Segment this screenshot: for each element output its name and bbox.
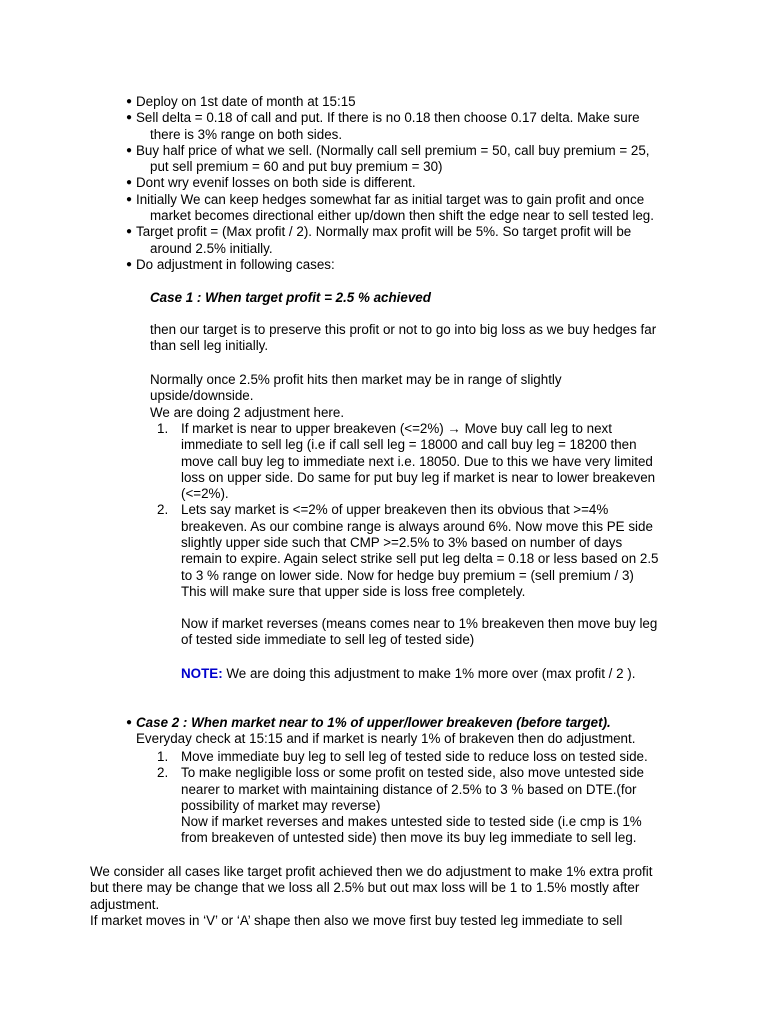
note-paragraph: NOTE: We are doing this adjustment to make 1% more over (max profit / 2 ). (181, 666, 636, 681)
case1-paragraph: then our target is to preserve this profit or not to go into big loss as we buy hedges far than sell leg initially. (150, 322, 657, 354)
case2-intro: Everyday check at 15:15 and if market is nearly 1% of brakeven then do adjustment. (136, 731, 636, 747)
rule-item: ● Do adjustment in following cases: (126, 256, 335, 272)
case1-paragraph: Normally once 2.5% profit hits then market may be in range of slightly upside/downside. We are doing 2 adjustment here. (150, 372, 562, 420)
case2-adjustment-list (157, 749, 677, 847)
rules-list (128, 94, 688, 273)
case2-title: Case 2 : When market near to 1% of upper/lower breakeven (before target). (136, 715, 611, 730)
case2-section (128, 715, 688, 748)
rule-item: ● Dont wry evenif losses on both side is different. (126, 175, 416, 191)
list-item: 2. To make negligible loss or some profit on tested side, also move untested side nearer to market with maintaining distance of 2.5% to 3 % based on DTE.(for possibility of market may reverse) Now if market reverses and makes untested side to tested side (i.e cmp is 1% from breakeven of untested side) then move its buy leg immediate to sell leg. (157, 765, 644, 846)
rule-item: ● Target profit = (Max profit / 2). Normally max profit will be 5%. So target profit will be around 2.5% initially. (126, 224, 632, 256)
bullet-icon: ● (126, 177, 133, 189)
bullet-icon: ● (126, 258, 133, 270)
list-item: 1. Move immediate buy leg to sell leg of tested side to reduce loss on tested side. (157, 749, 648, 764)
case1-adjustment-list (157, 421, 677, 600)
rule-item: ● Buy half price of what we sell. (Normally call sell premium = 50, call buy premium = 25, put sell premium = 60 and put buy premium = 30) (126, 142, 650, 175)
note-label: NOTE: (181, 666, 223, 681)
list-item: 2. Lets say market is <=2% of upper breakeven then its obvious that >=4% breakeven. As our combine range is always around 6%. Now move this PE side slightly upper side such that CMP >=2.5% to 3% based on number of days remain to expire. Again select strike sell put leg delta = 0.18 or less based on 2.5 to 3 % range on lower side. Now for hedge buy premium = (sell premium / 3) This will make sure that upper side is loss free completely. (157, 502, 659, 599)
list-item: 1. If market is near to upper breakeven (<=2%) → Move buy call leg to next immediate to sell leg (i.e if call sell leg = 18000 and call buy leg = 18200 then move call buy leg to immediate next i.e. 18050. Due to this we have very limited loss on upper side. Do same for put buy leg if market is near to lower breakeven (<=2%). (157, 421, 656, 502)
case1-title: Case 1 : When target profit = 2.5 % achieved (150, 290, 431, 305)
rule-item: ● Sell delta = 0.18 of call and put. If there is no 0.18 then choose 0.17 delta. Make sure there is 3% range on both sides. (126, 110, 640, 142)
rule-item: ● Initially We can keep hedges somewhat far as initial target was to gain profit and once market becomes directional either up/down then shift the edge near to sell tested leg. (126, 191, 654, 224)
bullet-icon: ● (126, 193, 133, 205)
reverse-paragraph: Now if market reverses (means comes near to 1% breakeven then move buy leg of tested side immediate to sell leg of tested side) (181, 616, 658, 648)
bullet-icon: ● (126, 226, 133, 238)
bullet-icon: ● (126, 717, 133, 728)
bullet-icon: ● (126, 96, 133, 107)
bullet-icon: ● (126, 112, 133, 124)
closing-paragraph: We consider all cases like target profit achieved then we do adjustment to make 1% extra profit but there may be change that we loss all 2.5% but out max loss will be 1 to 1.5% mostly after adjustment. If market moves in ‘V’ or ‘A’ shape then also we move first buy tested leg immediate to sell (90, 864, 653, 928)
rule-item: ● Deploy on 1st date of month at 15:15 (126, 94, 356, 109)
bullet-icon: ● (126, 144, 133, 156)
